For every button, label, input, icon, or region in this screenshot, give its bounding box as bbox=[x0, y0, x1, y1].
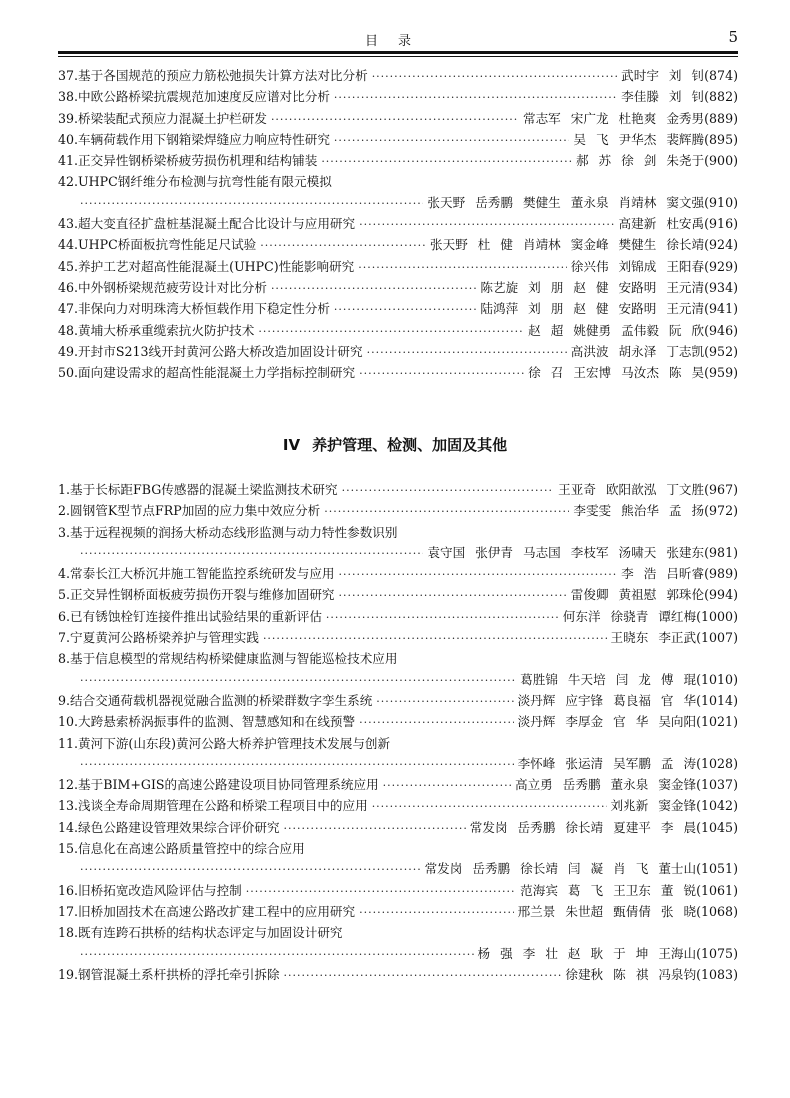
toc-entry[interactable] bbox=[58, 480, 738, 501]
toc-entry-authors: 张天野 岳秀鹏 樊健生 董永泉 肖靖林 窦文强 bbox=[427, 194, 705, 210]
leader-dots bbox=[80, 544, 423, 564]
toc-entry-number: 3. bbox=[58, 524, 71, 540]
leader-dots bbox=[334, 300, 476, 320]
toc-entry-title: 信息化在高速公路质量管控中的综合应用 bbox=[78, 841, 305, 857]
toc-entry-page: (946) bbox=[704, 322, 738, 338]
toc-entry-page: (994) bbox=[704, 587, 738, 603]
toc-entry[interactable] bbox=[58, 839, 738, 881]
page-header bbox=[58, 30, 738, 48]
toc-entry-title: 非保向力对明珠湾大桥恒载作用下稳定性分析 bbox=[78, 301, 330, 317]
toc-entry-title-group bbox=[58, 480, 338, 500]
toc-entry[interactable] bbox=[58, 278, 738, 299]
toc-entry-page: (924) bbox=[704, 237, 738, 253]
toc-entry-page: (874) bbox=[704, 68, 738, 83]
toc-entry-page: (900) bbox=[704, 153, 738, 169]
toc-entry-number: 42. bbox=[58, 174, 79, 190]
toc-entry[interactable] bbox=[58, 87, 738, 108]
toc-entry-authors: 常发岗 岳秀鹏 徐长靖 闫 凝 肖 飞 董士山 bbox=[424, 861, 697, 877]
toc-entry-title-group bbox=[58, 342, 363, 362]
toc-entry-page: (1000) bbox=[696, 608, 738, 624]
toc-entry-title-group bbox=[58, 66, 368, 86]
header-rule bbox=[58, 51, 738, 54]
toc-entry-title-group bbox=[58, 691, 372, 711]
toc-entry-title: 超大变直径扩盘桩基混凝土配合比设计与应用研究 bbox=[78, 216, 356, 232]
leader-dots bbox=[271, 110, 519, 130]
toc-entry[interactable] bbox=[58, 321, 738, 342]
toc-entry-title-group bbox=[58, 775, 379, 795]
leader-dots bbox=[358, 258, 567, 278]
toc-entry-page: (1007) bbox=[696, 630, 738, 646]
leader-dots bbox=[359, 713, 513, 733]
toc-entry-authors: 徐 召 王宏博 马汝杰 陈 昊 bbox=[528, 365, 705, 381]
toc-entry-title-group bbox=[58, 278, 267, 298]
toc-entry-page: (1045) bbox=[696, 819, 738, 835]
toc-entry-title-group bbox=[58, 257, 354, 277]
leader-dots bbox=[80, 945, 474, 965]
toc-entry[interactable] bbox=[58, 109, 738, 130]
toc-entry[interactable] bbox=[58, 257, 738, 278]
toc-entry-authors: 高建新 杜安禹 bbox=[618, 216, 705, 232]
toc-entry-title-group bbox=[58, 734, 390, 754]
toc-entry-page: (981) bbox=[704, 544, 738, 560]
toc-entry-title: 桥梁装配式预应力混凝土护栏研发 bbox=[78, 110, 267, 126]
toc-entry[interactable] bbox=[58, 881, 738, 902]
toc-entry-number: 4. bbox=[58, 566, 71, 582]
toc-entry-title-group bbox=[58, 881, 242, 901]
toc-entry-page: (1021) bbox=[696, 714, 738, 730]
toc-entry-page: (889) bbox=[704, 110, 738, 126]
toc-entry-number: 19. bbox=[58, 966, 79, 982]
toc-entry[interactable] bbox=[58, 299, 738, 320]
toc-entry-authors: 徐兴伟 刘锦成 王阳春 bbox=[570, 258, 705, 274]
toc-entry-title: 正交异性钢桥梁桥疲劳损伤机理和结构铺装 bbox=[78, 153, 318, 169]
toc-entry-title-group bbox=[58, 363, 355, 383]
toc-entry-title-group bbox=[58, 523, 397, 543]
toc-entry[interactable] bbox=[58, 151, 738, 172]
toc-entry-title-group bbox=[58, 151, 317, 171]
toc-list-part1 bbox=[58, 66, 738, 384]
toc-entry-title-group bbox=[58, 564, 335, 584]
toc-entry-number: 1. bbox=[58, 482, 71, 497]
leader-dots bbox=[284, 819, 466, 839]
toc-entry-title-group bbox=[58, 649, 397, 669]
toc-entry-title-group bbox=[58, 172, 332, 192]
toc-entry-page: (952) bbox=[704, 343, 738, 359]
header-rule-thin bbox=[58, 56, 738, 57]
toc-entry-title-group bbox=[58, 818, 280, 838]
leader-dots bbox=[80, 194, 423, 214]
toc-entry-authors: 常志军 宋广龙 杜艳爽 金秀男 bbox=[522, 110, 705, 126]
section-heading bbox=[0, 434, 790, 455]
toc-entry-authors: 吴 飞 尹华杰 裴辉腾 bbox=[573, 131, 705, 147]
toc-entry-authors: 陈艺旋 刘 朋 赵 健 安路明 王元清 bbox=[480, 279, 705, 295]
toc-entry-title-group bbox=[58, 87, 330, 107]
toc-entry-number: 6. bbox=[58, 608, 71, 624]
toc-entry-title-group bbox=[58, 796, 368, 816]
toc-entry-page: (1010) bbox=[696, 671, 738, 687]
toc-entry-title: 养护工艺对超高性能混凝土(UHPC)性能影响研究 bbox=[78, 258, 355, 274]
leader-dots bbox=[324, 502, 569, 522]
toc-entry-authors: 何东洋 徐骁青 谭红梅 bbox=[562, 608, 697, 624]
toc-entry-page: (1051) bbox=[696, 861, 738, 877]
toc-entry-authors: 徐建秋 陈 祺 冯泉钧 bbox=[565, 966, 697, 982]
toc-entry-authors: 邢兰景 朱世超 甄倩倩 张 晓 bbox=[517, 903, 697, 919]
leader-dots bbox=[359, 364, 524, 384]
leader-dots bbox=[359, 215, 614, 235]
toc-entry[interactable] bbox=[58, 214, 738, 235]
leader-dots bbox=[359, 903, 513, 923]
toc-entry[interactable] bbox=[58, 712, 738, 733]
toc-entry-authors: 范海宾 葛 飞 王卫东 董 锐 bbox=[520, 882, 697, 898]
toc-entry-title: UHPC钢纤维分布检测与抗弯性能有限元模拟 bbox=[78, 174, 332, 190]
leader-dots bbox=[334, 88, 617, 108]
header-title: 目录 bbox=[364, 34, 431, 49]
toc-entry-title: UHPC桥面板抗弯性能足尺试验 bbox=[78, 237, 257, 253]
leader-dots bbox=[260, 236, 426, 256]
toc-entry-number: 50. bbox=[58, 365, 79, 381]
section-number: IV bbox=[282, 436, 301, 454]
toc-entry-title: 常泰长江大桥沉井施工智能监控系统研发与应用 bbox=[70, 566, 335, 582]
toc-entry-authors: 赵 超 姚健勇 孟伟毅 阮 欣 bbox=[528, 322, 705, 338]
toc-entry-page: (1037) bbox=[696, 777, 738, 793]
toc-entry-authors: 郝 苏 徐 剑 朱尧于 bbox=[575, 153, 705, 169]
leader-dots bbox=[376, 692, 513, 712]
toc-entry-title-group bbox=[58, 585, 335, 605]
toc-entry-authors: 高立勇 岳秀鹏 董永泉 窦金锋 bbox=[514, 777, 697, 793]
toc-entry-title-group bbox=[58, 965, 280, 985]
toc-entry-number: 43. bbox=[58, 216, 79, 232]
toc-entry-title-group bbox=[58, 712, 355, 732]
toc-entry-page: (916) bbox=[704, 216, 738, 232]
toc-entry-title: 正交异性钢桥面板疲劳损伤开裂与维修加固研究 bbox=[70, 587, 335, 603]
toc-entry-number: 41. bbox=[58, 153, 79, 169]
toc-entry-authors: 淡丹辉 应宇锋 葛良福 官 华 bbox=[517, 692, 697, 708]
toc-entry-number: 46. bbox=[58, 279, 79, 295]
leader-dots bbox=[372, 797, 607, 817]
toc-entry-page: (1042) bbox=[696, 798, 738, 814]
toc-entry[interactable] bbox=[58, 818, 738, 839]
toc-entry-authors: 李怀峰 张运清 吴军鹏 孟 涛 bbox=[517, 755, 697, 771]
toc-entry-title-group bbox=[58, 109, 267, 129]
toc-entry[interactable] bbox=[58, 66, 738, 87]
toc-entry-title: 基于信息模型的常规结构桥梁健康监测与智能巡检技术应用 bbox=[70, 651, 398, 667]
leader-dots bbox=[367, 343, 567, 363]
toc-entry-number: 8. bbox=[58, 651, 71, 667]
toc-entry-title-group bbox=[58, 501, 320, 521]
toc-entry-number: 18. bbox=[58, 925, 79, 941]
toc-entry-authors: 李雯雯 熊治华 孟 扬 bbox=[573, 503, 705, 519]
toc-entry-page: (1068) bbox=[696, 903, 738, 919]
toc-entry-title: 大跨悬索桥涡振事件的监测、智慧感知和在线预警 bbox=[78, 714, 356, 730]
toc-entry-number: 2. bbox=[58, 503, 71, 519]
leader-dots bbox=[271, 279, 476, 299]
toc-entry[interactable] bbox=[58, 363, 738, 384]
toc-entry-title: 旧桥拓宽改造风险评估与控制 bbox=[78, 882, 242, 898]
toc-entry-page: (1075) bbox=[696, 945, 738, 961]
toc-entry-title-group bbox=[58, 923, 343, 943]
toc-entry-number: 15. bbox=[58, 841, 79, 857]
toc-entry-page: (959) bbox=[704, 365, 738, 381]
toc-entry-authors: 李 浩 吕昕睿 bbox=[621, 566, 705, 582]
toc-entry[interactable] bbox=[58, 564, 738, 585]
toc-entry-page: (934) bbox=[704, 279, 738, 295]
toc-entry[interactable] bbox=[58, 796, 738, 817]
leader-dots bbox=[334, 131, 569, 151]
toc-entry-number: 9. bbox=[58, 692, 71, 708]
toc-entry-title: 中外钢桥梁规范疲劳设计对比分析 bbox=[78, 279, 267, 295]
toc-entry-authors: 杨 强 李 壮 赵 耿 于 坤 王海山 bbox=[477, 945, 697, 961]
leader-dots bbox=[258, 322, 524, 342]
leader-dots bbox=[321, 152, 572, 172]
toc-entry-authors: 武时宇 刘 钊 bbox=[621, 68, 705, 83]
toc-entry-page: (1083) bbox=[696, 966, 738, 982]
section-title: 养护管理、检测、加固及其他 bbox=[312, 436, 508, 454]
toc-entry-title-group bbox=[58, 902, 355, 922]
toc-entry-title: 基于各国规范的预应力筋松弛损失计算方法对比分析 bbox=[78, 68, 368, 83]
toc-entry[interactable] bbox=[58, 965, 738, 986]
toc-entry-authors: 高洪波 胡永泽 丁志凯 bbox=[570, 343, 705, 359]
toc-entry-title-group bbox=[58, 299, 330, 319]
toc-entry-authors: 淡丹辉 李厚金 官 华 吴向阳 bbox=[517, 714, 697, 730]
toc-entry[interactable] bbox=[58, 607, 738, 628]
leader-dots bbox=[284, 966, 562, 986]
toc-entry-title: 圆钢管K型节点FRP加固的应力集中效应分析 bbox=[70, 503, 321, 519]
leader-dots bbox=[372, 67, 617, 87]
toc-entry-number: 40. bbox=[58, 131, 79, 147]
toc-entry[interactable] bbox=[58, 628, 738, 649]
leader-dots bbox=[339, 565, 618, 585]
toc-entry-page: (910) bbox=[704, 194, 738, 210]
toc-entry-title: 黄埔大桥承重缆索抗火防护技术 bbox=[78, 322, 255, 338]
toc-entry-number: 13. bbox=[58, 798, 79, 814]
toc-entry[interactable] bbox=[58, 649, 738, 691]
toc-entry-title-group bbox=[58, 628, 259, 648]
toc-entry-authors: 常发岗 岳秀鹏 徐长靖 夏建平 李 晨 bbox=[469, 819, 697, 835]
leader-dots bbox=[383, 776, 511, 796]
toc-entry-page: (941) bbox=[704, 301, 738, 317]
toc-entry-title: 绿色公路建设管理效果综合评价研究 bbox=[78, 819, 280, 835]
leader-dots bbox=[342, 481, 555, 501]
toc-entry-number: 45. bbox=[58, 258, 79, 274]
toc-list-part2 bbox=[58, 480, 738, 986]
toc-entry-authors: 袁守国 张伊青 马志国 李枝军 汤啸天 张建东 bbox=[427, 544, 705, 560]
toc-entry-number: 49. bbox=[58, 343, 79, 359]
toc-entry-page: (1014) bbox=[696, 692, 738, 708]
toc-entry-number: 38. bbox=[58, 89, 79, 105]
toc-entry[interactable] bbox=[58, 523, 738, 565]
toc-entry-authors: 王晓东 李正武 bbox=[610, 630, 697, 646]
toc-entry-authors: 李佳滕 刘 钊 bbox=[621, 89, 705, 105]
toc-entry-title: 基于远程视频的润扬大桥动态线形监测与动力特性参数识别 bbox=[70, 524, 398, 540]
toc-entry-page: (972) bbox=[704, 503, 738, 519]
toc-entry-number: 48. bbox=[58, 322, 79, 338]
leader-dots bbox=[326, 608, 559, 628]
toc-entry-title-group bbox=[58, 130, 330, 150]
leader-dots bbox=[339, 586, 567, 606]
toc-entry-title: 车辆荷载作用下钢箱梁焊缝应力响应特性研究 bbox=[78, 131, 330, 147]
toc-entry-number: 47. bbox=[58, 301, 79, 317]
toc-entry-number: 12. bbox=[58, 777, 79, 793]
leader-dots bbox=[246, 882, 516, 902]
toc-entry-title: 面向建设需求的超高性能混凝土力学指标控制研究 bbox=[78, 365, 356, 381]
leader-dots bbox=[80, 860, 421, 880]
toc-entry-title-group bbox=[58, 607, 322, 627]
toc-entry-number: 5. bbox=[58, 587, 71, 603]
toc-entry[interactable] bbox=[58, 342, 738, 363]
toc-entry-title: 宁夏黄河公路桥梁养护与管理实践 bbox=[70, 630, 259, 646]
toc-entry-title: 浅谈全寿命周期管理在公路和桥梁工程项目中的应用 bbox=[78, 798, 368, 814]
toc-entry-authors: 刘兆新 窦金锋 bbox=[610, 798, 697, 814]
toc-entry[interactable] bbox=[58, 585, 738, 606]
toc-entry-page: (1028) bbox=[696, 755, 738, 771]
toc-entry-number: 44. bbox=[58, 237, 79, 253]
toc-entry[interactable] bbox=[58, 923, 738, 965]
toc-entry[interactable] bbox=[58, 775, 738, 796]
toc-entry-authors: 王亚奇 欧阳歆泓 丁文胜 bbox=[558, 482, 705, 497]
toc-entry-title: 中欧公路桥梁抗震规范加速度反应谱对比分析 bbox=[78, 89, 330, 105]
toc-entry-title: 既有连跨石拱桥的结构状态评定与加固设计研究 bbox=[78, 925, 343, 941]
page-number: 5 bbox=[728, 28, 738, 46]
toc-entry[interactable] bbox=[58, 734, 738, 776]
toc-entry-number: 14. bbox=[58, 819, 79, 835]
toc-entry-title: 结合交通荷载机器视觉融合监测的桥梁群数字孪生系统 bbox=[70, 692, 373, 708]
toc-entry-authors: 陆鸿萍 刘 朋 赵 健 安路明 王元清 bbox=[480, 301, 705, 317]
toc-entry-page: (882) bbox=[704, 89, 738, 105]
toc-entry-title: 黄河下游(山东段)黄河公路大桥养护管理技术发展与创新 bbox=[78, 735, 391, 751]
toc-entry[interactable] bbox=[58, 902, 738, 923]
toc-entry-number: 37. bbox=[58, 68, 79, 83]
toc-entry-title: 基于BIM+GIS的高速公路建设项目协同管理系统应用 bbox=[78, 777, 379, 793]
toc-entry-number: 7. bbox=[58, 630, 71, 646]
toc-entry-title: 基于长标距FBG传感器的混凝土梁监测技术研究 bbox=[70, 482, 338, 497]
toc-entry-title-group bbox=[58, 235, 256, 255]
toc-entry-page: (895) bbox=[704, 131, 738, 147]
toc-entry-title-group bbox=[58, 321, 254, 341]
toc-entry[interactable] bbox=[58, 691, 738, 712]
toc-entry-authors: 张天野 杜 健 肖靖林 窦金峰 樊健生 徐长靖 bbox=[430, 237, 705, 253]
toc-entry-page: (1061) bbox=[696, 882, 738, 898]
toc-entry-title-group bbox=[58, 839, 305, 859]
toc-entry-page: (989) bbox=[704, 566, 738, 582]
toc-entry-title: 已有锈蚀栓钉连接件推出试验结果的重新评估 bbox=[70, 608, 322, 624]
toc-entry-title: 开封市S213线开封黄河公路大桥改造加固设计研究 bbox=[78, 343, 363, 359]
toc-entry-number: 16. bbox=[58, 882, 79, 898]
toc-entry[interactable] bbox=[58, 172, 738, 214]
toc-entry[interactable] bbox=[58, 130, 738, 151]
toc-entry-title: 钢管混凝土系杆拱桥的浮托牵引拆除 bbox=[78, 966, 280, 982]
toc-entry-number: 17. bbox=[58, 903, 79, 919]
toc-entry-page: (929) bbox=[704, 258, 738, 274]
toc-entry[interactable] bbox=[58, 501, 738, 522]
toc-entry-number: 39. bbox=[58, 110, 79, 126]
leader-dots bbox=[263, 629, 607, 649]
toc-entry[interactable] bbox=[58, 235, 738, 256]
toc-entry-number: 10. bbox=[58, 714, 79, 730]
leader-dots bbox=[80, 671, 516, 691]
toc-entry-title-group bbox=[58, 214, 355, 234]
toc-entry-title: 旧桥加固技术在高速公路改扩建工程中的应用研究 bbox=[78, 903, 356, 919]
toc-entry-authors: 雷俊卿 黄祖慰 郭珠伦 bbox=[570, 587, 705, 603]
toc-entry-number: 11. bbox=[58, 735, 79, 751]
toc-entry-authors: 葛胜锦 牛天培 闫 龙 傅 琨 bbox=[520, 671, 697, 687]
leader-dots bbox=[80, 755, 514, 775]
toc-entry-page: (967) bbox=[704, 482, 738, 497]
